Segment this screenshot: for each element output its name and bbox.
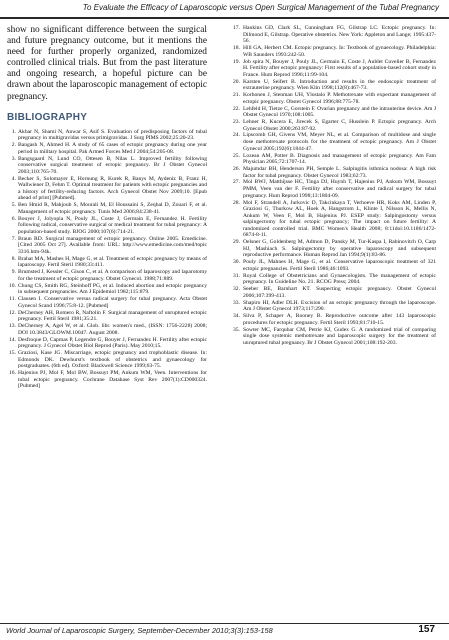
reference-list-left xyxy=(7,129,207,390)
reference-item xyxy=(230,313,436,326)
reference-number: 22. xyxy=(233,105,240,112)
reference-text: Majumdar BH, Henderson PH, Semple L. Salpingitis isthmica nodosa: A high risk factor for tubal pregnancy. Obstet Gynecol 1983;62:73. xyxy=(243,166,436,179)
reference-text: Job spira N, Bouyer J, Pouly JL, Germain E, Coste J, Aublet Cuvelier B, Fernandez H. Fertility after ectopic pregnancy: First results of a population-based cohort study in France. Hum Reprod 1996;11:99-104. xyxy=(243,58,436,78)
reference-text: Brahat MA, Mashes H, Mage G, et al. Treatment of ectopic pregnancy by means of laparoscopy. Fertil Steril 1980;33:411. xyxy=(18,255,207,269)
reference-number: 18. xyxy=(233,45,240,52)
reference-item xyxy=(7,142,207,155)
reference-number: 13. xyxy=(9,323,16,330)
reference-list-right xyxy=(230,25,436,346)
reference-text: Lehfeld H, Tietze C, Gorstein F. Ovarian pregnancy and the intrauterine device. Am J Obstet Gynecol 1970;108:1005. xyxy=(243,105,436,119)
reference-item xyxy=(7,202,207,215)
bibliography-heading: BIBLIOGRAPHY xyxy=(7,111,88,123)
reference-item xyxy=(7,323,207,336)
reference-number: 33. xyxy=(233,299,240,306)
reference-number: 30. xyxy=(233,259,240,266)
reference-number: 25. xyxy=(233,152,240,159)
reference-text: Chung CS, Smith RG, Steinhoff PG, et al. Induced abortion and ectopic pregnancy in subsequent pregnancies. Am J Epidemiol 1982;115:879. xyxy=(18,282,207,296)
reference-item xyxy=(7,296,207,309)
reference-number: 23. xyxy=(233,119,240,125)
reference-text: Lipscomb GH, Givens VM, Meyer NL, et al. Comparison of multidose and single dose methotrexate protocols for the treatment of ectopic pregnancy. Am J Obstet Gynecol 2005;192(6):1844-47. xyxy=(243,132,436,152)
footer-rule xyxy=(0,623,449,624)
reference-item xyxy=(230,286,436,299)
reference-text: Pouly JL, Mahnes H, Mage G, et al. Conservative laparoscopic treatment of 321 ectopic pregnancies. Fertil Steril 1986;46:1093. xyxy=(243,259,436,272)
reference-number: 11. xyxy=(9,296,16,303)
reference-number: 15. xyxy=(9,350,16,357)
reference-text: Oelsner G, Goldenberg M, Admon D, Pansky M, Tur-Kaspa I, Rabinovitch O, Carp HJ, Mashiach S. Salpingectomy by operative laparoscopy and subsequent reproductive performance. Human Reprod Jan 1994;9(1):83-86. xyxy=(243,239,436,259)
reference-number: 31. xyxy=(233,272,240,279)
right-column xyxy=(230,25,436,347)
reference-item xyxy=(7,256,207,269)
reference-item xyxy=(230,327,436,347)
reference-text: Hill GA, Herbert CM. Ectopic pregnancy. In: Textbook of gynaecology. Philadelphia: WB Saunders 1993:242-50. xyxy=(243,45,436,58)
reference-number: 26. xyxy=(233,166,240,172)
reference-text: Seeber BE, Barnhart KT. Suspecting ectopic pregnancy. Obstet Gynecol 2006;107:399-413. xyxy=(243,286,436,299)
reference-number: 8. xyxy=(11,255,16,262)
reference-text: Bangsgaard N, Lund CO, Ottesen B, Nilas L. Improved fertility following conservative surgical treatment of ectopic pregnancy. Br J Obstet Gynecol 2003;110:765-70. xyxy=(18,155,207,175)
reference-text: Akbar N, Shami N, Anwar S, Asif S. Evaluation of predisposing factors of tubal pregnancy in multigravidas versus primigravidas. J Surg PIMS 2002;25:20-23. xyxy=(18,128,207,142)
reference-item xyxy=(230,273,436,286)
reference-item xyxy=(7,129,207,142)
reference-number: 20. xyxy=(233,78,240,85)
reference-number: 35. xyxy=(233,326,240,333)
reference-item xyxy=(230,119,436,132)
reference-number: 32. xyxy=(233,286,240,293)
conclusion-paragraph: show no significant difference between the surgical and future pregnancy outcome, but it mentions the need for further properly organized, randomized controlled clinical trials. But from the past literature and ongoing research, a hopeful picture can be drawn about the laparoscopic management of ectopic pregnancy. xyxy=(7,25,207,102)
reference-text: Ben Hmid R, Mahjoub S, Mourali M, El Houssaini S, Zeqhal D, Zouari F, et al. Management of ectopic pregnancy. Tunis Med 2006;84:238-41. xyxy=(18,202,207,215)
reference-item xyxy=(230,132,436,152)
reference-item xyxy=(230,166,436,179)
reference-item xyxy=(7,156,207,176)
reference-item xyxy=(230,79,436,92)
reference-item xyxy=(230,92,436,105)
reference-text: Becker S, Solomayer E, Hornung R, Kurek R, Banys M, Aydeniz B, Franz H, Wallwiener D, Fehm T. Optimal treatment for patients with ectopic pregnancies and a history of fertility-reducing factors. Arch Gynecol Obstet Nov 2009;10. [Epub ahead of print] [Pubmed]. xyxy=(18,175,207,202)
reference-item xyxy=(7,350,207,370)
reference-number: 5. xyxy=(11,202,16,209)
reference-item xyxy=(7,337,207,350)
reference-text: Bouyer J, Jolyopia N, Pouly JL, Coste J, Germain E, Fernandez H. Fertility following radical, conservative surgical or medical treatment for tubal pregnancy: A population-based study. BJOG 2000;107(6):714-21. xyxy=(18,215,207,235)
reference-item xyxy=(7,283,207,296)
reference-number: 16. xyxy=(9,370,16,377)
reference-text: Brumsted J, Kessler C, Gison C, et al. A comparison of laparoscopy and laparotomy for the treatment of ectopic pregnancy. Obstet Gynecol. 1988;71:889. xyxy=(18,269,207,282)
reference-item xyxy=(230,200,436,239)
reference-text: Shapiro HI, Adler DLH. Excision of an ectopic pregnancy through the laparoscope. Am J Obstet Gynecol 1973;117:290. xyxy=(243,299,436,313)
reference-number: 4. xyxy=(11,175,16,182)
page-number: 157 xyxy=(418,624,435,635)
running-header: To Evaluate the Efficacy of Laparoscopic versus Open Surgical Management of the Tubal Pregnancy xyxy=(82,3,439,12)
reference-number: 9. xyxy=(11,269,16,276)
reference-item xyxy=(7,370,207,390)
reference-number: 28. xyxy=(233,199,240,206)
reference-text: Royal College of Obstetricians and Gynaecologists. The management of ectopic pregnancy. In Guideline No. 21. RCOG Press; 2004. xyxy=(243,272,436,286)
reference-item xyxy=(230,59,436,79)
reference-number: 7. xyxy=(11,235,16,242)
reference-text: Lozeau AM, Potter B. Diagnosis and management of ectopic pregnancy. Am Fam Physician 2005;72:1707-14. xyxy=(243,152,436,166)
reference-text: Desfroque D, Capmas P, Legendre G, Bouyer J, Fernandez H. Fertility after ectopic pregnancy. J Gynecol Obstet Biol Reprod (Paris). May 2010;15. xyxy=(18,336,207,350)
reference-item xyxy=(230,153,436,166)
reference-text: Braun RD. Surgical management of ectopic pregnancy. Online 2005. Emedicine. [Cited 2005 Oct 27]. Available from: URL: http://www.emedicine.com/med/topic 3316.htm-94k. xyxy=(18,235,207,255)
reference-number: 19. xyxy=(233,58,240,65)
reference-number: 27. xyxy=(233,179,240,186)
reference-number: 10. xyxy=(9,282,16,289)
reference-text: DeCherney AH, Romero R, Naftolin F. Surgical management of unruptured ectopic pregnancy. Fertil Steril 1981;35:21. xyxy=(18,309,207,323)
reference-item xyxy=(230,25,436,45)
reference-number: 34. xyxy=(233,313,240,320)
reference-text: Hajenius PJ, Mol F, Mol BW, Bossuyt PM, Ankum WM, Veen. Interventions for tubal ectopic pregnancy. Cochrane Database Syst Rev 2007(1):CD000324. [Pubmed] xyxy=(18,370,207,390)
reference-text: Sowter MC, Farquhar CM, Petrie KJ, Gudex G. A randomized trial of comparing single dose systemic methotrexate and laparoscopic surgery for the treatment of unruptured tubal pregnancy. Br J Obstet Gynecol 2001;108:192-203. xyxy=(243,326,436,346)
reference-number: 14. xyxy=(9,336,16,343)
reference-text: Mol BWJ, Matthijsse HC, Tinga DJ, Huynh T, Hajenius PJ, Ankum WM, Bossuyt PMM, Veen van der F. Fertility after conservative and radical surgery for tubal pregnancy. Hum Reprod 1998;13:1804-09. xyxy=(243,179,436,199)
reference-number: 2. xyxy=(11,142,16,149)
reference-number: 24. xyxy=(233,132,240,139)
reference-number: 6. xyxy=(11,215,16,222)
reference-item xyxy=(7,236,207,256)
reference-text: Graziosi, Kase JG. Miscarriage, ectopic pregnancy and trophoblastic disease. In: Edmonds DK. Dewhurst's textbook of obstetrics and gynaecology for postgraduates. (6th ed). Oxford: Blackwell Science 1999;63-75. xyxy=(18,350,207,370)
reference-number: 17. xyxy=(233,25,240,31)
reference-text: Hankins GD, Clark SL, Cunningham FG, Gilstrap LC. Ectopic pregnancy. In: Dilmond E, Gilstrap. Operative obstetrics. New York: Appleton and Lange; 1995:437-56. xyxy=(243,25,436,45)
reference-item xyxy=(7,216,207,236)
reference-text: Lehner R, Kucera E, Jirecek S, Egarter C, Husslein P. Ectopic pregnancy. Arch Gynecol Obstet 2000;263:87-92. xyxy=(243,119,436,132)
reference-item xyxy=(230,259,436,272)
header-rule xyxy=(0,17,449,19)
reference-number: 21. xyxy=(233,92,240,99)
reference-number: 1. xyxy=(11,128,16,135)
reference-item xyxy=(230,45,436,58)
reference-text: Mol F, Strandell A, Jurkovic D, Takcinkaya T, Verhoeve HR, Koks AM, Linden P, Graziosi G, Thurkow AL, Hoek A, Hangstrom L, Klinte I, Nilsson K, Mellis N, Ankum W, Veen F, Mol B, Hajenius PJ. ESEP study: Salpingostomy versus salpingectomy for tubal ectopic pregnancy; The impact on future fertility: A randomized controlled trial. BMC Women's Health 2008; 8:11doi:10.1186/1472-6874-8-11. xyxy=(243,199,436,239)
reference-text: DeCherney A, Agel W, et al. Glob. libr. women's med., (ISSN: 1756-2228) 2008; DOI 10.3843/GLOWM.10047. August 2008. xyxy=(18,323,207,336)
reference-number: 29. xyxy=(233,239,240,246)
reference-item xyxy=(230,300,436,313)
reference-item xyxy=(7,310,207,323)
reference-item xyxy=(7,269,207,282)
reference-item xyxy=(7,176,207,202)
reference-number: 12. xyxy=(9,309,16,316)
journal-citation: World Journal of Laparoscopic Surgery, September-December 2010;3(3):153-158 xyxy=(6,626,273,635)
reference-item xyxy=(230,106,436,119)
left-column xyxy=(7,25,207,390)
reference-number: 3. xyxy=(11,155,16,162)
reference-item xyxy=(230,239,436,259)
reference-text: Bangash N, Ahmed H. A study of 65 cases of ectopic pregnancy during one year period in military hospital. Pak Armed Forces Med J 2004;54:205-08. xyxy=(18,142,207,155)
reference-text: Korhonen J, Stenman UH, Ylostalo P. Methotrexate with expectant management of ectopic pregnancy. Obstet Gynecol 1996;88:775-78. xyxy=(243,92,436,105)
reference-item xyxy=(230,179,436,199)
reference-text: Silva P, Schaper A, Rooney B. Reproductive outcome after 143 laparoscopic procedures for ectopic pregnancy. Fertil Steril 1993;81:710-15. xyxy=(243,313,436,326)
reference-text: Clausen I. Conservative versus radical surgery for tubal pregnancy. Acta Obstet Gynecol Scand 1996;75:8-12. [Pubmed] xyxy=(18,296,207,309)
reference-text: Karsten U, Seifert B. Introduction and results in the endoscopic treatment of extrauterine pregnancy. Wien Klin 1998;112(8):467-73. xyxy=(243,78,436,92)
